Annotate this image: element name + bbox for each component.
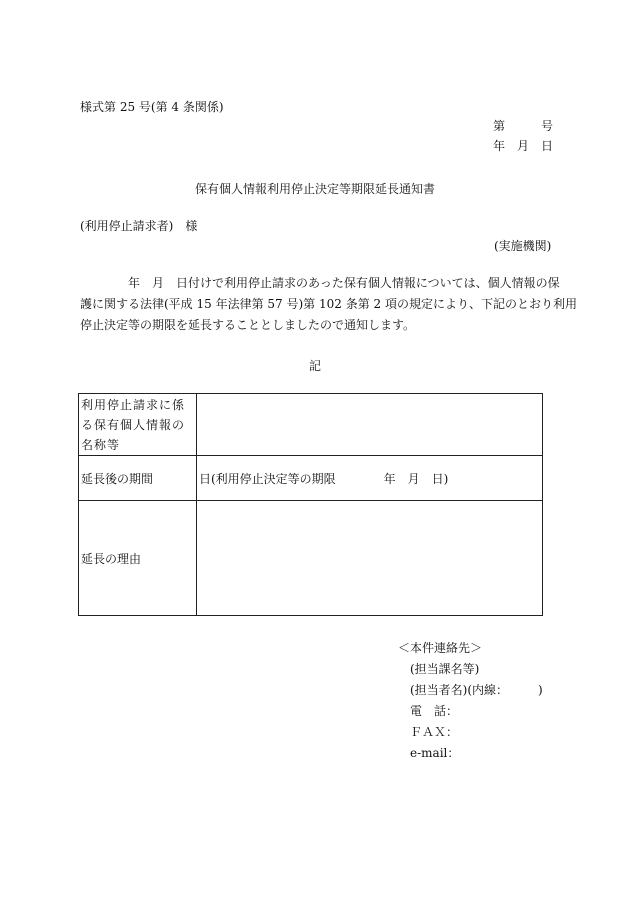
contact-block bbox=[398, 638, 543, 764]
extension-reason-value bbox=[197, 501, 543, 616]
document-number: 第 号 bbox=[493, 119, 554, 133]
notice-body-line: 年 月 日付けで利用停止請求のあった保有個人情報については、個人情報の保 bbox=[80, 276, 560, 290]
issuing-agency: (実施機関) bbox=[494, 239, 552, 253]
contact-email: e-mail： bbox=[410, 746, 460, 760]
extended-period-label: 延長後の期間 bbox=[79, 456, 197, 501]
extension-reason-label: 延長の理由 bbox=[79, 501, 197, 616]
form-number: 様式第 25 号(第 4 条関係) bbox=[80, 100, 224, 114]
contact-phone: 電 話： bbox=[410, 704, 459, 718]
notice-body-line: 停止決定等の期限を延長することとしましたので通知します。 bbox=[80, 318, 416, 332]
extended-period-value: 日(利用停止決定等の期限 年 月 日) bbox=[197, 456, 543, 501]
contact-department: (担当課名等) bbox=[410, 662, 480, 676]
personal-info-name-label: 利用停止請求に係る保有個人情報の名称等 bbox=[79, 394, 197, 456]
table-row bbox=[79, 456, 543, 501]
details-table bbox=[78, 393, 543, 616]
ki-heading: 記 bbox=[308, 359, 321, 373]
notice-body-line: 護に関する法律(平成 15 年法律第 57 号)第 102 条第 2 項の規定により、下記のとおり利用 bbox=[80, 297, 577, 311]
addressee: (利用停止請求者) 様 bbox=[80, 219, 198, 233]
document-date: 年 月 日 bbox=[493, 139, 554, 153]
contact-fax: ＦＡＸ： bbox=[410, 725, 459, 739]
notice-body bbox=[80, 273, 577, 336]
contact-heading: ＜本件連絡先＞ bbox=[398, 641, 483, 655]
table-row bbox=[79, 501, 543, 616]
document-title: 保有個人情報利用停止決定等期限延長通知書 bbox=[194, 182, 435, 196]
personal-info-name-value bbox=[197, 394, 543, 456]
contact-person: (担当者名)(内線： ) bbox=[410, 683, 543, 697]
table-row bbox=[79, 394, 543, 456]
